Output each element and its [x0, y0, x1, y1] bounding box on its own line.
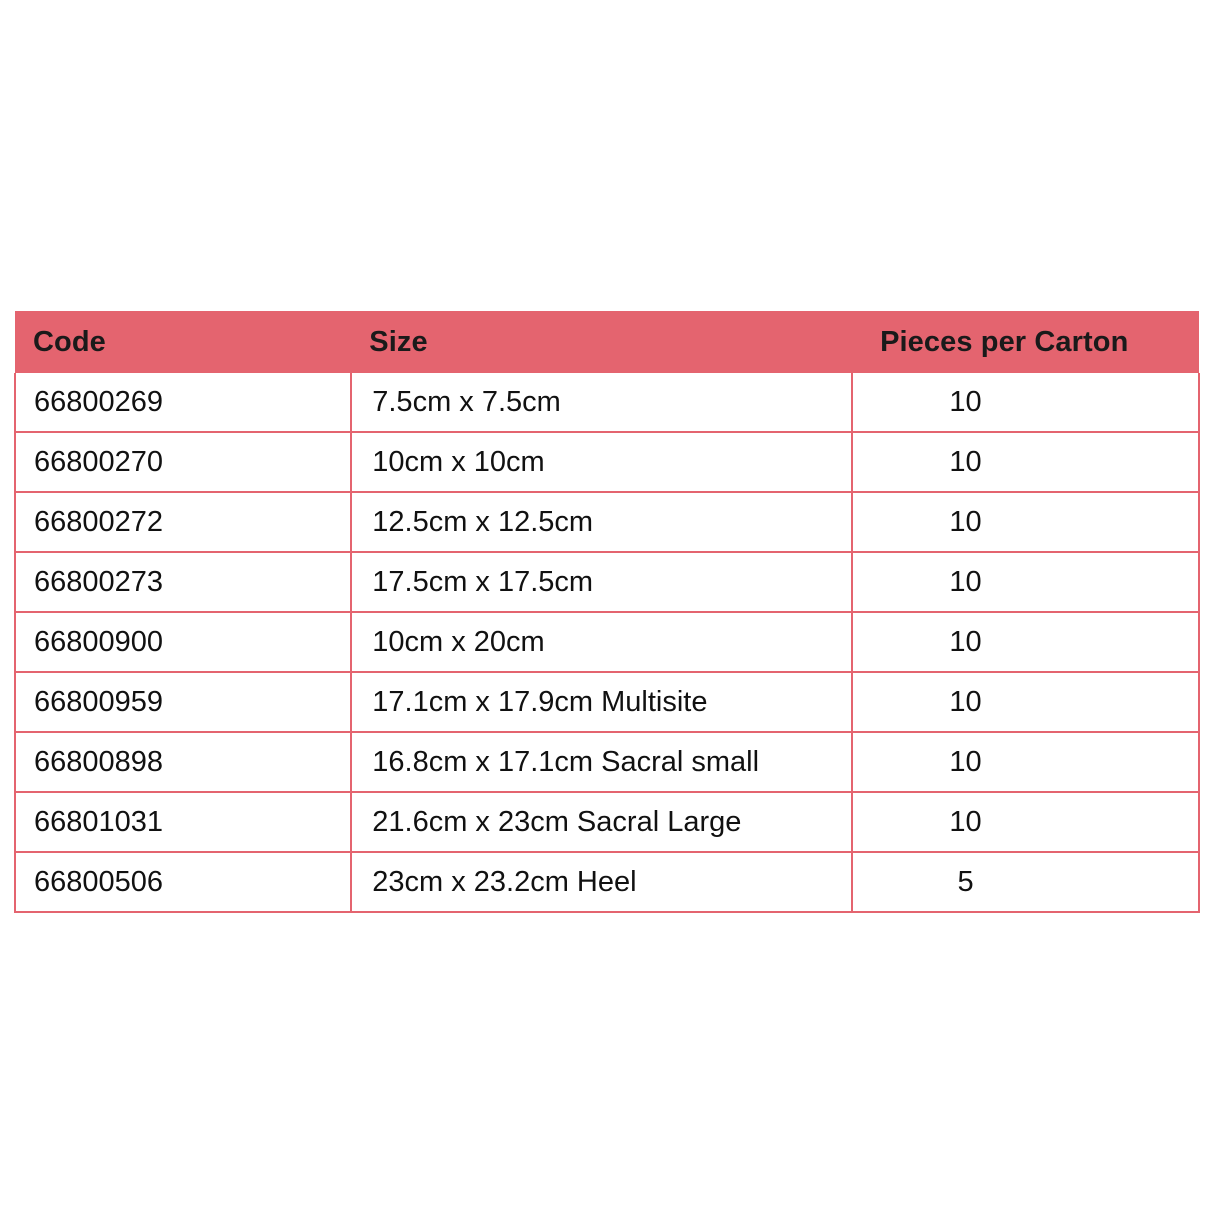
cell-code: 66800270 [15, 432, 351, 492]
table-row [15, 672, 1199, 732]
cell-code: 66800272 [15, 492, 351, 552]
table-row [15, 792, 1199, 852]
cell-size: 23cm x 23.2cm Heel [351, 852, 852, 912]
cell-size: 10cm x 10cm [351, 432, 852, 492]
cell-size: 10cm x 20cm [351, 612, 852, 672]
cell-size: 12.5cm x 12.5cm [351, 492, 852, 552]
cell-pieces: 10 [852, 612, 1199, 672]
table-body [15, 373, 1199, 912]
cell-pieces: 10 [852, 432, 1199, 492]
cell-code: 66800898 [15, 732, 351, 792]
cell-size: 7.5cm x 7.5cm [351, 373, 852, 432]
table-row [15, 852, 1199, 912]
column-header-pieces-per-carton: Pieces per Carton [852, 311, 1199, 373]
cell-pieces: 10 [852, 672, 1199, 732]
cell-code: 66800506 [15, 852, 351, 912]
cell-code: 66801031 [15, 792, 351, 852]
cell-size: 16.8cm x 17.1cm Sacral small [351, 732, 852, 792]
cell-code: 66800269 [15, 373, 351, 432]
cell-pieces: 10 [852, 373, 1199, 432]
cell-size: 21.6cm x 23cm Sacral Large [351, 792, 852, 852]
cell-size: 17.1cm x 17.9cm Multisite [351, 672, 852, 732]
table-row [15, 432, 1199, 492]
cell-pieces: 10 [852, 792, 1199, 852]
cell-code: 66800959 [15, 672, 351, 732]
cell-pieces: 5 [852, 852, 1199, 912]
column-header-size: Size [351, 311, 852, 373]
product-table [14, 311, 1200, 913]
cell-pieces: 10 [852, 732, 1199, 792]
cell-size: 17.5cm x 17.5cm [351, 552, 852, 612]
cell-pieces: 10 [852, 552, 1199, 612]
cell-code: 66800273 [15, 552, 351, 612]
table-header [15, 311, 1199, 373]
table-row [15, 612, 1199, 672]
table-row [15, 373, 1199, 432]
cell-pieces: 10 [852, 492, 1199, 552]
column-header-code: Code [15, 311, 351, 373]
product-table-container [14, 311, 1200, 913]
table-row [15, 492, 1199, 552]
table-header-row [15, 311, 1199, 373]
table-row [15, 732, 1199, 792]
table-row [15, 552, 1199, 612]
cell-code: 66800900 [15, 612, 351, 672]
